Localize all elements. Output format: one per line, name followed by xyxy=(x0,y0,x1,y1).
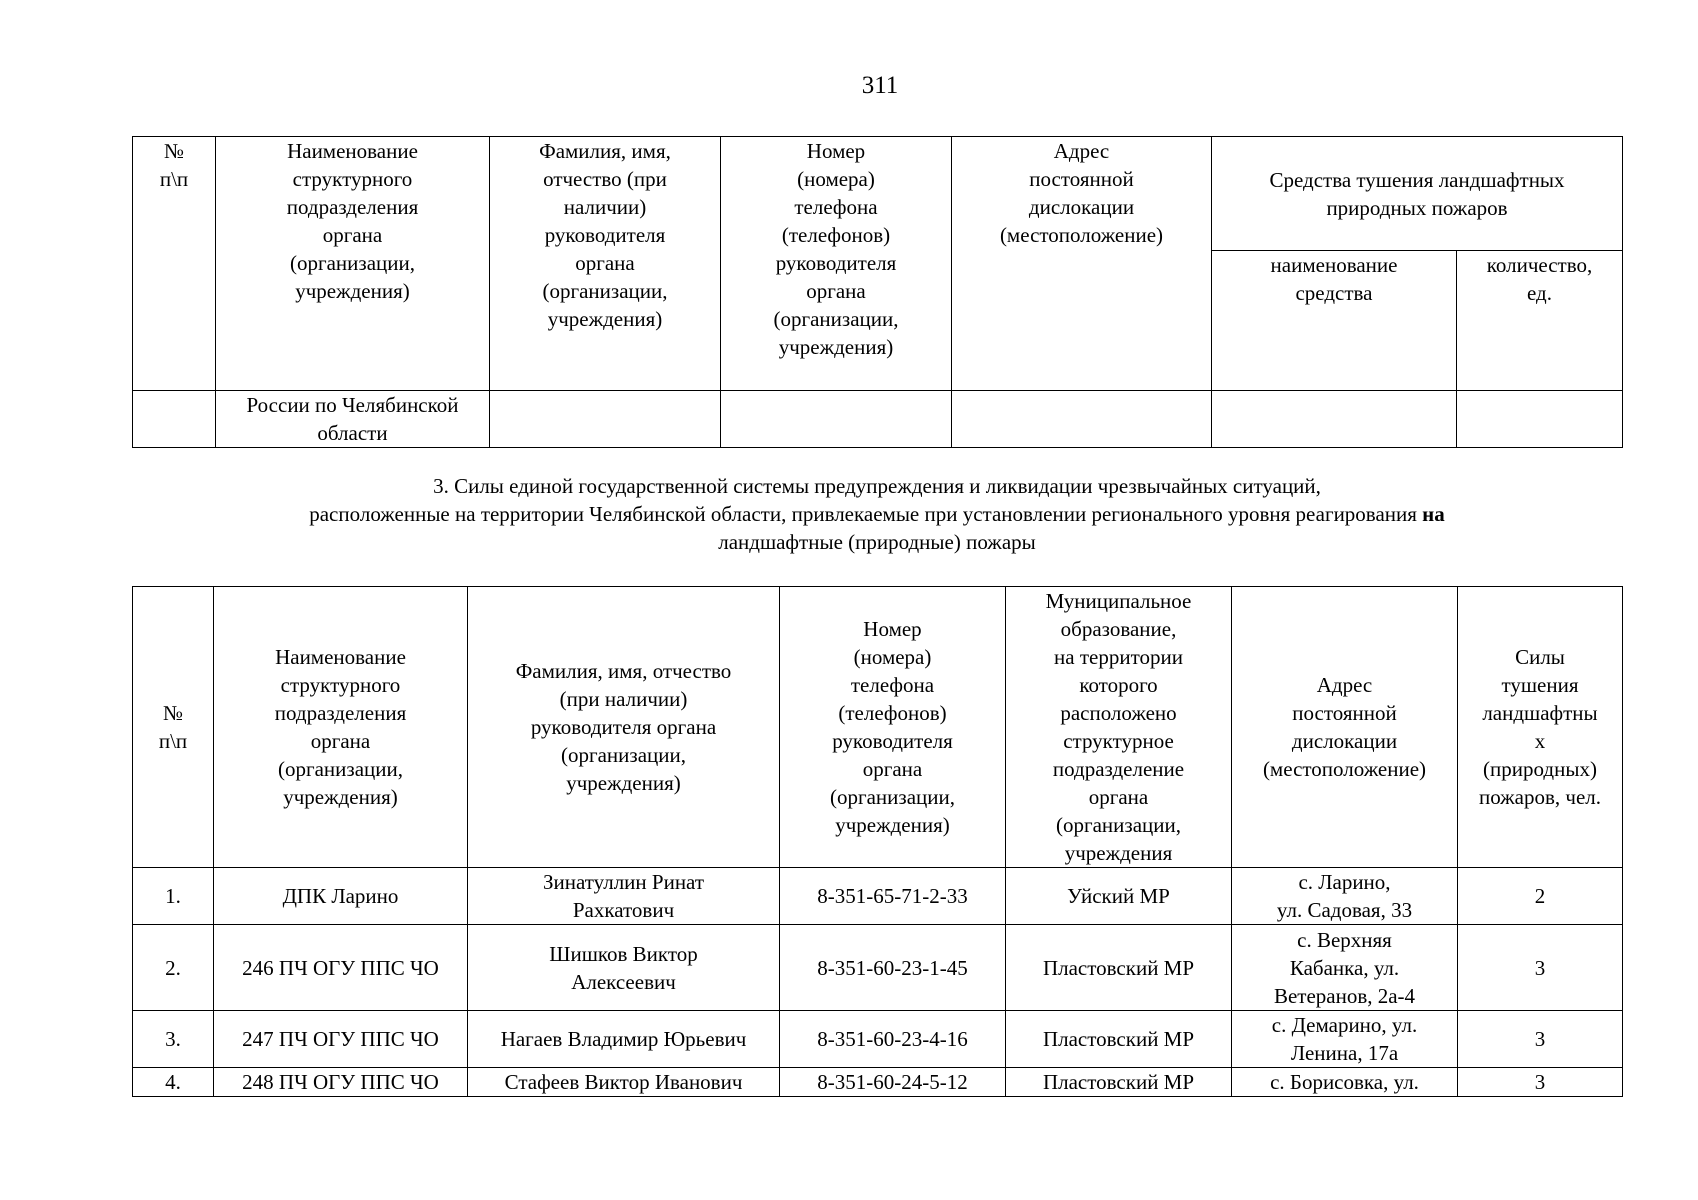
section-heading xyxy=(132,472,1622,556)
table-row xyxy=(133,391,1623,448)
header-num: № п\п xyxy=(133,587,214,868)
cell-head-fio: Зинатуллин Ринат Рахкатович xyxy=(468,868,780,925)
cell-address: с. Ларино, ул. Садовая, 33 xyxy=(1232,868,1458,925)
cell-phone: 8-351-60-23-1-45 xyxy=(780,925,1006,1011)
section-heading-line1: 3. Силы единой государственной системы предупреждения и ликвидации чрезвычайных ситуаций, xyxy=(433,474,1321,498)
cell-phone: 8-351-60-23-4-16 xyxy=(780,1011,1006,1068)
cell-head-fio: Шишков Виктор Алексеевич xyxy=(468,925,780,1011)
cell-municipality: Пластовский МР xyxy=(1006,925,1232,1011)
cell-forces: 3 xyxy=(1458,1011,1623,1068)
header-phone: Номер (номера) телефона (телефонов) руководителя органа (организации, учреждения) xyxy=(780,587,1006,868)
header-means: Средства тушения ландшафтных природных пожаров xyxy=(1212,137,1623,251)
resources-table xyxy=(132,136,1623,448)
cell-municipality: Уйский МР xyxy=(1006,868,1232,925)
cell-head-fio: Стафеев Виктор Иванович xyxy=(468,1068,780,1097)
cell-forces: 2 xyxy=(1458,868,1623,925)
cell-head-fio xyxy=(490,391,721,448)
header-unit-name: Наименование структурного подразделения органа (организации, учреждения) xyxy=(216,137,490,391)
section-heading-line3: ландшафтные (природные) пожары xyxy=(718,530,1036,554)
header-unit-name: Наименование структурного подразделения органа (организации, учреждения) xyxy=(214,587,468,868)
header-municipality: Муниципальное образование, на территории которого расположено структурное подразделение органа (организации, учреждения xyxy=(1006,587,1232,868)
table-row xyxy=(133,868,1623,925)
table-row xyxy=(133,1011,1623,1068)
cell-unit-name: России по Челябинской области xyxy=(216,391,490,448)
header-phone: Номер (номера) телефона (телефонов) руководителя органа (организации, учреждения) xyxy=(721,137,952,391)
cell-num: 1. xyxy=(133,868,214,925)
cell-num: 2. xyxy=(133,925,214,1011)
page-number: 311 xyxy=(861,72,899,99)
table-row xyxy=(133,925,1623,1011)
header-means-name: наименование средства xyxy=(1212,251,1457,391)
cell-unit-name: 246 ПЧ ОГУ ППС ЧО xyxy=(214,925,468,1011)
cell-num: 3. xyxy=(133,1011,214,1068)
table-row xyxy=(133,1068,1623,1097)
header-num: № п\п xyxy=(133,137,216,391)
header-address: Адрес постоянной дислокации (местоположение) xyxy=(1232,587,1458,868)
cell-unit-name: 248 ПЧ ОГУ ППС ЧО xyxy=(214,1068,468,1097)
cell-phone xyxy=(721,391,952,448)
cell-phone: 8-351-65-71-2-33 xyxy=(780,868,1006,925)
cell-means-qty xyxy=(1457,391,1623,448)
header-forces: Силы тушения ландшафтны х (природных) пожаров, чел. xyxy=(1458,587,1623,868)
cell-num: 4. xyxy=(133,1068,214,1097)
cell-address: с. Верхняя Кабанка, ул. Ветеранов, 2а-4 xyxy=(1232,925,1458,1011)
cell-num xyxy=(133,391,216,448)
header-address: Адрес постоянной дислокации (местоположение) xyxy=(952,137,1212,391)
section-heading-line2: расположенные на территории Челябинской области, привлекаемые при установлении регионального уровня реагирования на xyxy=(309,502,1445,526)
cell-unit-name: ДПК Ларино xyxy=(214,868,468,925)
header-head-fio: Фамилия, имя, отчество (при наличии) руководителя органа (организации, учреждения) xyxy=(490,137,721,391)
cell-phone: 8-351-60-24-5-12 xyxy=(780,1068,1006,1097)
cell-address: с. Борисовка, ул. xyxy=(1232,1068,1458,1097)
cell-address xyxy=(952,391,1212,448)
forces-table xyxy=(132,586,1623,1097)
cell-means-name xyxy=(1212,391,1457,448)
cell-head-fio: Нагаев Владимир Юрьевич xyxy=(468,1011,780,1068)
cell-forces: 3 xyxy=(1458,925,1623,1011)
cell-municipality: Пластовский МР xyxy=(1006,1011,1232,1068)
header-means-qty: количество, ед. xyxy=(1457,251,1623,391)
cell-municipality: Пластовский МР xyxy=(1006,1068,1232,1097)
cell-forces: 3 xyxy=(1458,1068,1623,1097)
cell-address: с. Демарино, ул. Ленина, 17а xyxy=(1232,1011,1458,1068)
header-row xyxy=(133,587,1623,868)
cell-unit-name: 247 ПЧ ОГУ ППС ЧО xyxy=(214,1011,468,1068)
header-head-fio: Фамилия, имя, отчество (при наличии) руководителя органа (организации, учреждения) xyxy=(468,587,780,868)
